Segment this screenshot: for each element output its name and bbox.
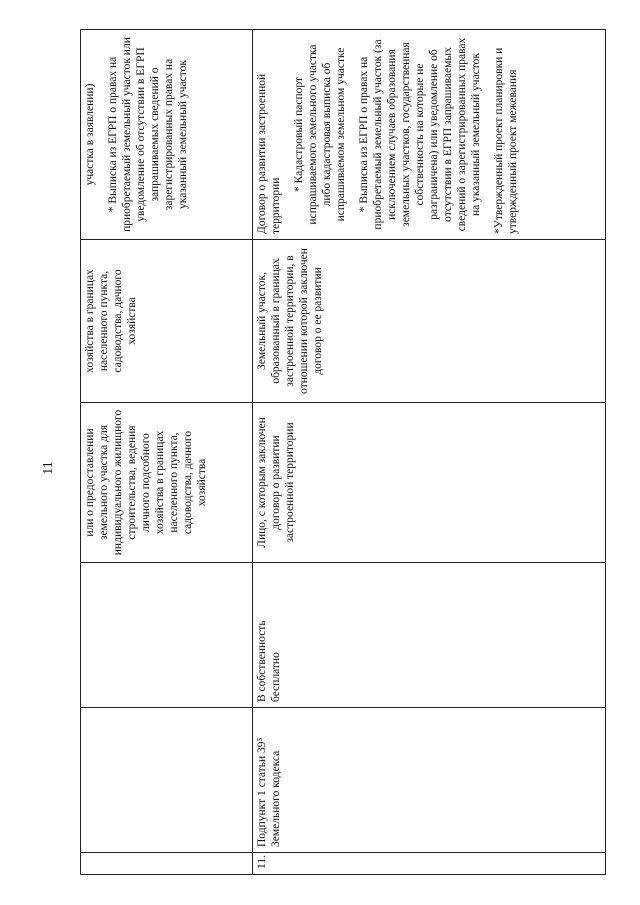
applicant-cell: или о предоставлении земельного участка для индивидуального жилищного строительства, ведения личного подсобного хозяйства в границах населенного пункта, садоводства, дачного хозяйства [81, 403, 253, 563]
land-plot-cell: хозяйства в границах населенного пункта, садоводства, дачного хозяйства [81, 240, 253, 403]
rotated-table [80, 30, 605, 875]
document-item: * Кадастровый паспорт испрашиваемого земельного участка либо кадастровая выписка об испрашиваемом земельном участке [293, 44, 347, 225]
row-number-cell [81, 853, 253, 875]
document-item: *Утвержденный проект планировки и утвержденный проект межевания [493, 47, 519, 234]
row-number-cell: 11. [253, 853, 606, 875]
ownership-type-cell: В собственность бесплатно [253, 563, 606, 708]
rotated-table-frame [80, 30, 605, 875]
legal-basis-cell [81, 708, 253, 853]
table-row [81, 30, 253, 875]
legal-basis-cell: Подпункт 1 статьи 39⁵ Земельного кодекса [253, 708, 606, 853]
document-item: Договор о развитии застроенной территории [256, 73, 282, 234]
page-number: 11 [41, 461, 56, 475]
document-item: * Выписка из ЕГРП о правах на приобретаемый земельный участок (за исключением случаев образования земельных участков, государственная собственность на которые не разграничена) или уведомление об отсутствии в ЕГРП запрашиваемых сведений о зарегистрированных правах на указанный земельный участок [358, 37, 482, 232]
documents-cell [81, 30, 253, 240]
document-item: участка в заявлении) [84, 83, 96, 186]
documents-cell [253, 30, 606, 240]
ownership-type-cell [81, 563, 253, 708]
applicant-cell: Лицо, с которым заключен договор о развитии застроенной территории [253, 403, 606, 563]
land-plot-cell: Земельный участок, образованный в границах застроенной территории, в отношении которой заключен договор о ее развитии [253, 240, 606, 403]
document-item: * Выписка из ЕГРП о правах на приобретаемый земельный участок или уведомление об отсутствии в ЕГРП запрашиваемых сведений о зарегистрированных правах на указанный земельный участок [107, 37, 189, 232]
requirements-table [80, 29, 606, 875]
table-row [253, 30, 606, 875]
